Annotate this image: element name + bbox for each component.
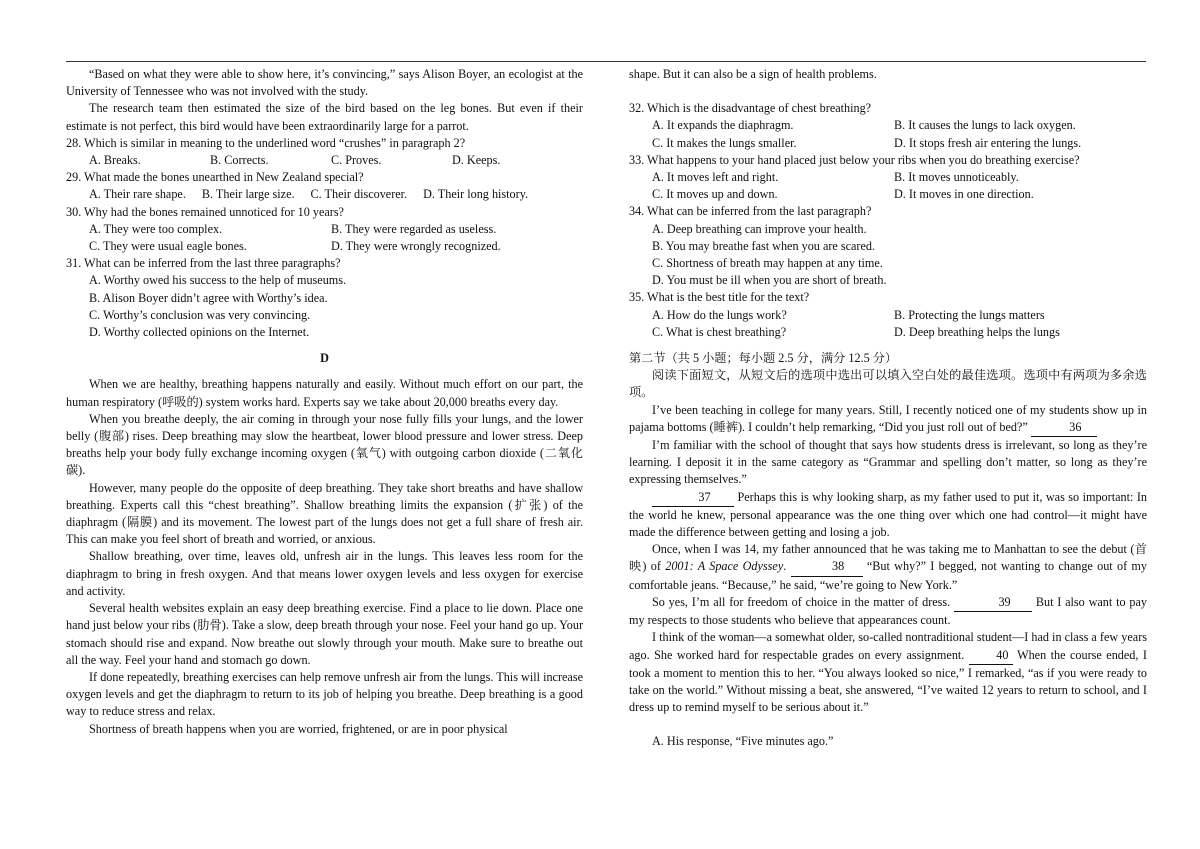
option: D. It moves in one direction. <box>894 187 1034 202</box>
option: A. Breaks. <box>89 153 141 168</box>
passage-paragraph: When you breathe deeply, the air coming in through your nose fully fills your lungs, and the lower belly (腹部) rises. Deep breathing may slow the heartbeat, lower blood pressure and lower stress. Deep breaths help your body fully exchange incoming oxygen (氧气) with outgoing carbon dioxide (二氧化碳). <box>66 411 583 478</box>
cloze-text: Once, when I was 14, my father announced that he was taking me to Manhattan to see the debut (首映) of <box>629 542 1147 574</box>
question-30-options <box>66 221 583 255</box>
section-heading: D <box>320 351 329 366</box>
cloze-text: I’ve been teaching in college for many years. Still, I recently noticed one of my students show up in pajama bottoms (睡裤). I couldn’t help remarking, “Did you just roll out of bed?” <box>629 402 1147 434</box>
option: A. It moves left and right. <box>652 170 779 185</box>
option: C. Proves. <box>331 153 382 168</box>
cloze-paragraph <box>629 541 1147 594</box>
cloze-text: But I also want to pay my respects to those students who believe that appearances count. <box>629 594 1147 628</box>
section-2-heading: 第二节（共 5 小题；每小题 2.5 分，满分 12.5 分） <box>629 351 898 366</box>
passage-paragraph: The research team then estimated the size of the bird based on the leg bones. But even if their estimate is not perfect, this bird would have been extraordinarily large for a parrot. <box>66 101 583 133</box>
option: B. Their large size. <box>201 187 295 202</box>
option: D. They were wrongly recognized. <box>331 239 501 254</box>
option: A. They were too complex. <box>89 221 223 236</box>
cloze-paragraph <box>629 594 1147 629</box>
question-29-options <box>66 186 583 203</box>
question-32: 32. Which is the disadvantage of chest breathing? <box>629 101 872 116</box>
blank-36[interactable]: 36 <box>1031 419 1097 437</box>
passage-paragraph: “Based on what they were able to show here, it’s convincing,” says Alison Boyer, an ecologist at the University of Tennessee who was not involved with the study. <box>66 67 583 99</box>
option: A. It expands the diaphragm. <box>652 118 794 133</box>
blank-37[interactable]: 37 <box>652 489 734 507</box>
option: D. You must be ill when you are short of breath. <box>652 273 887 288</box>
option: A. Worthy owed his success to the help of museums. <box>89 273 347 288</box>
question-33: 33. What happens to your hand placed just below your ribs when you do breathing exercise? <box>629 152 1080 167</box>
option: B. Protecting the lungs matters <box>894 307 1045 322</box>
cloze-paragraph <box>629 629 1147 716</box>
cloze-text: When the course ended, I took a moment to mention this to her. “You always looked so nice,” I remarked, “as if you were ready to take on the world.” Without missing a beat, she answered, “I’ve waited 12 years to return to school, and I dress up to remind myself to be serious about it.” <box>629 647 1147 715</box>
question-28-options <box>66 152 583 169</box>
option: C. It moves up and down. <box>652 187 778 202</box>
option: D. Worthy collected opinions on the Internet. <box>89 325 310 340</box>
passage-paragraph: shape. But it can also be a sign of health problems. <box>629 67 877 81</box>
question-29: 29. What made the bones unearthed in New Zealand special? <box>66 170 364 185</box>
blank-38[interactable]: 38 <box>791 558 863 576</box>
option: A. How do the lungs work? <box>652 307 787 322</box>
cloze-text: Perhaps this is why looking sharp, as my father used to put it, was so important: In the world he knew, personal appearance was the one thing over which one had control—it might have made the difference between getting and losing a job. <box>629 489 1147 540</box>
cloze-text: . <box>783 559 791 574</box>
cloze-text: I think of the woman—a somewhat older, so-called nontraditional student—I had in class a few years ago. She worked hard for respectable grades on every assignment. <box>629 630 1147 662</box>
option: D. Keeps. <box>452 153 501 168</box>
blank-40[interactable]: 40 <box>969 647 1013 665</box>
option: B. Alison Boyer didn’t agree with Worthy’s idea. <box>89 290 328 305</box>
question-31: 31. What can be inferred from the last three paragraphs? <box>66 256 341 271</box>
cloze-text: “But why?” I begged, not wanting to change out of my comfortable jeans. “Because,” he said, “we’re going to New York.” <box>629 559 1147 592</box>
option: C. Worthy’s conclusion was very convincing. <box>89 307 311 322</box>
passage-paragraph: Several health websites explain an easy deep breathing exercise. Find a place to lie down. Place one hand just below your ribs (肋骨). Take a slow, deep breath through your nose. Feel your hand go up. Your stomach should rise and expand. Now breathe out slowly through your mouth. Make sure to breathe out all the way. Feel your hand and stomach go down. <box>66 601 583 667</box>
section-2-instructions: 阅读下面短文，从短文后的选项中选出可以填入空白处的最佳选项。选项中有两项为多余选项。 <box>629 368 1147 400</box>
question-35-options <box>629 307 1147 341</box>
option: C. Shortness of breath may happen at any time. <box>652 256 883 271</box>
option: A. Their rare shape. <box>89 187 186 202</box>
left-column <box>66 66 583 738</box>
passage-paragraph: If done repeatedly, breathing exercises can help remove unfresh air from the lungs. This will increase oxygen levels and get the diaphragm to return to its job of helping you breathe. Deep breathing is a good way to reduce stress and relax. <box>66 669 583 719</box>
cloze-paragraph: I’m familiar with the school of thought that says how students dress is irrelevant, so long as they’re learning. I deposit it in the same category as “Grammar and spelling don’t matter, so long as they’re expressing themselves.” <box>629 438 1147 487</box>
cloze-text: So yes, I’m all for freedom of choice in the matter of dress. <box>652 594 955 609</box>
option: D. It stops fresh air entering the lungs. <box>894 135 1082 150</box>
option: C. They were usual eagle bones. <box>89 239 247 254</box>
cloze-paragraph <box>629 402 1147 437</box>
option: B. It moves unnoticeably. <box>894 170 1019 185</box>
question-35: 35. What is the best title for the text? <box>629 290 810 305</box>
option-a: A. His response, “Five minutes ago.” <box>652 734 834 749</box>
question-34: 34. What can be inferred from the last paragraph? <box>629 204 872 219</box>
question-31-options <box>66 272 583 341</box>
option: B. They were regarded as useless. <box>331 221 497 236</box>
option: B. It causes the lungs to lack oxygen. <box>894 118 1076 133</box>
option: D. Their long history. <box>423 187 529 202</box>
question-32-options <box>629 117 1147 151</box>
question-30: 30. Why had the bones remained unnoticed for 10 years? <box>66 204 344 219</box>
option: C. Their discoverer. <box>310 187 408 202</box>
option: C. It makes the lungs smaller. <box>652 135 797 150</box>
question-33-options <box>629 169 1147 203</box>
header-rule <box>66 61 1146 62</box>
cloze-paragraph <box>629 489 1147 542</box>
passage-paragraph: When we are healthy, breathing happens naturally and easily. Without much effort on our part, the human respiratory (呼吸的) system works hard. Experts say we take about 20,000 breaths every day. <box>66 377 583 409</box>
passage-paragraph: However, many people do the opposite of deep breathing. They take short breaths and have shallow breathing. Experts call this “chest breathing”. Shallow breathing limits the expansion (扩张) of the diaphragm (隔膜) and its movement. The lowest part of the lungs does not get a full share of fresh air. This can make you feel short of breath and worried, or anxious. <box>66 480 583 547</box>
option: B. Corrects. <box>210 153 269 168</box>
right-column <box>629 66 1147 751</box>
option: C. What is chest breathing? <box>652 324 787 339</box>
passage-paragraph: Shortness of breath happens when you are worried, frightened, or are in poor physical <box>89 721 508 736</box>
blank-39[interactable]: 39 <box>954 594 1032 612</box>
question-34-options <box>629 221 1147 290</box>
option: B. You may breathe fast when you are scared. <box>652 238 876 253</box>
option: D. Deep breathing helps the lungs <box>894 324 1060 339</box>
film-title: 2001: A Space Odyssey <box>665 559 784 574</box>
question-28: 28. Which is similar in meaning to the underlined word “crushes” in paragraph 2? <box>66 135 466 150</box>
option: A. Deep breathing can improve your health. <box>652 221 867 236</box>
passage-paragraph: Shallow breathing, over time, leaves old, unfresh air in the lungs. This leaves less room for the diaphragm to bring in fresh oxygen. And that means lower oxygen levels and less oxygen for exercise and activity. <box>66 549 583 598</box>
